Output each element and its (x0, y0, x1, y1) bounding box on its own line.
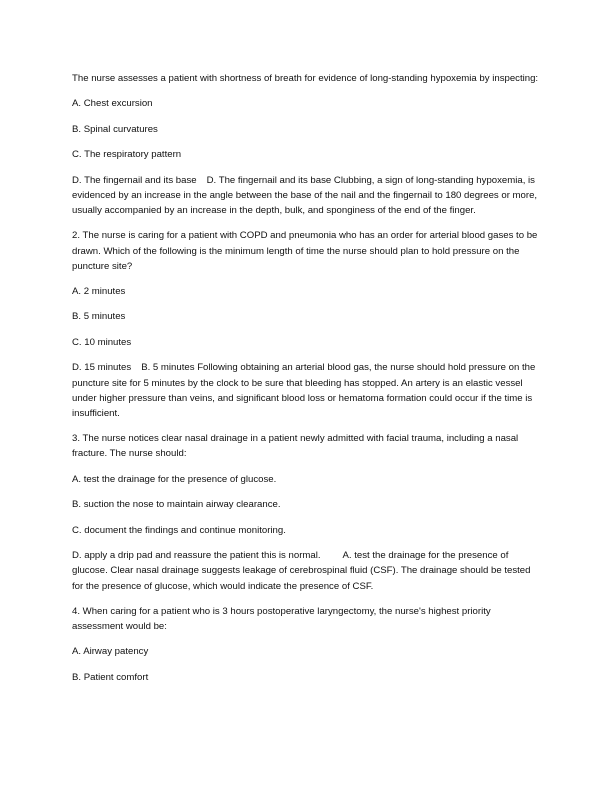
question-1-option-d: D. The fingernail and its base (72, 174, 197, 186)
question-2-option-d-with-answer (72, 360, 540, 421)
question-2-option-c: C. 10 minutes (72, 336, 132, 348)
question-2-option-b: B. 5 minutes (72, 311, 126, 323)
question-4-option-a: A. Airway patency (72, 646, 149, 658)
question-2-option-a: A. 2 minutes (72, 285, 126, 297)
question-1-option-b: B. Spinal curvatures (72, 123, 158, 135)
question-1-answer: D. The fingernail and its base Clubbing, a sign of long-standing hypoxemia, is evidenced by an increase in the angle between the base of the nail and the fingernail to 180 degrees or more, usually accompanied by an increase in the depth, bulk, and sponginess of the end of the finger. (72, 174, 538, 217)
document-body (72, 71, 540, 695)
question-3-option-d: D. apply a drip pad and reassure the patient this is normal. (72, 550, 321, 562)
question-1-option-d-with-answer (72, 173, 540, 219)
question-2-stem: 2. The nurse is caring for a patient with COPD and pneumonia who has an order for arterial blood gases to be drawn. Which of the following is the minimum length of time the nurse should plan to hold pressure on the puncture site? (72, 230, 538, 272)
question-2-option-d: D. 15 minutes (72, 362, 132, 374)
question-2-answer: B. 5 minutes Following obtaining an arterial blood gas, the nurse should hold pressure on the puncture site for 5 minutes by the clock to be sure that bleeding has stopped. An artery is an elastic vessel under higher pressure than veins, and significant blood loss or hematoma formation could occur if the time is insufficient. (72, 362, 536, 420)
question-1-stem: The nurse assesses a patient with shortness of breath for evidence of long-standing hypoxemia by inspecting: (72, 73, 539, 84)
question-3-stem: 3. The nurse notices clear nasal drainage in a patient newly admitted with facial trauma, including a nasal fracture. The nurse should: (72, 433, 519, 460)
question-3-option-c: C. document the findings and continue monitoring. (72, 524, 286, 536)
question-3-option-d-with-answer (72, 548, 540, 594)
question-4-option-b: B. Patient comfort (72, 671, 149, 683)
question-1-option-c: C. The respiratory pattern (72, 149, 182, 161)
question-3-option-b: B. suction the nose to maintain airway clearance. (72, 499, 281, 511)
question-3-answer: A. test the drainage for the presence of glucose. Clear nasal drainage suggests leakage of cerebrospinal fluid (CSF). The drainage should be tested for the presence of glucose, which would indicate the presence of CSF. (72, 550, 531, 592)
question-4-stem: 4. When caring for a patient who is 3 hours postoperative laryngectomy, the nurse's highest priority assessment would be: (72, 605, 491, 632)
question-1-option-a: A. Chest excursion (72, 98, 153, 110)
question-3-option-a: A. test the drainage for the presence of glucose. (72, 473, 277, 485)
